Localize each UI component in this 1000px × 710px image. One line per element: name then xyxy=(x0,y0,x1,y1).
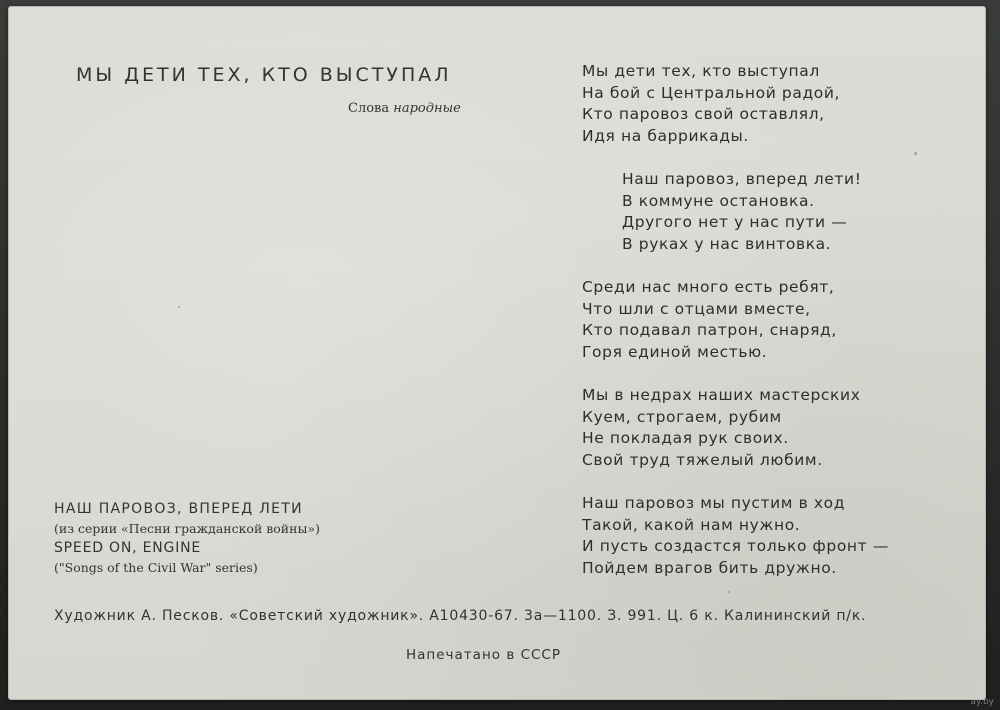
lyric-line: Кто паровоз свой оставлял, xyxy=(582,105,825,123)
lyric-line: В коммуне остановка. xyxy=(622,191,815,210)
lyric-line: Горя единой местью. xyxy=(582,342,768,361)
lyric-line: Идя на баррикады. xyxy=(582,126,749,145)
lyric-line: Не покладая рук своих. xyxy=(582,429,789,447)
lyric-line: Наш паровоз, вперед лети! xyxy=(622,170,862,188)
publisher-imprint: Художник А. Песков. «Советский художник». А10430-67. 3а—1100. З. 991. Ц. 6 к. Калининский п/к. xyxy=(54,608,867,624)
lyric-line: В руках у нас винтовка. xyxy=(622,234,832,253)
lyrics-block xyxy=(582,61,982,601)
lyric-line: Свой труд тяжелый любим. xyxy=(582,450,823,469)
caption-en-series: ("Songs of the Civil War" series) xyxy=(54,560,258,575)
caption-en-title: SPEED ON, ENGINE xyxy=(54,540,202,556)
credit-italic: народные xyxy=(393,101,461,116)
lyric-line: Мы в недрах наших мастерских xyxy=(582,386,861,404)
lyric-line: Среди нас много есть ребят, xyxy=(582,278,835,296)
caption-ru-series: (из серии «Песни гражданской войны») xyxy=(54,521,320,536)
stanza xyxy=(582,493,982,579)
printed-in-ussr: Напечатано в СССР xyxy=(406,647,561,663)
stanza xyxy=(582,277,982,363)
lyric-line: На бой с Центральной радой, xyxy=(582,83,841,102)
stanza xyxy=(582,385,982,471)
lyric-line: Такой, какой нам нужно. xyxy=(582,515,801,534)
song-title: МЫ ДЕТИ ТЕХ, КТО ВЫСТУПАЛ xyxy=(76,64,452,86)
lyric-line: Куем, строгаем, рубим xyxy=(582,407,782,426)
lyric-line: И пусть создастся только фронт — xyxy=(582,537,889,555)
stanza xyxy=(582,61,982,147)
lyric-line: Пойдем врагов бить дружно. xyxy=(582,558,837,577)
lyric-line: Что шли с отцами вместе, xyxy=(582,299,811,318)
lyric-line: Кто подавал патрон, снаряд, xyxy=(582,321,837,339)
lyric-line: Мы дети тех, кто выступал xyxy=(582,62,820,80)
lyric-line: Другого нет у нас пути — xyxy=(622,213,848,231)
picture-caption xyxy=(54,499,320,577)
lyrics-credit xyxy=(348,101,461,116)
paper-speck xyxy=(728,591,730,593)
caption-ru-title: НАШ ПАРОВОЗ, ВПЕРЕД ЛЕТИ xyxy=(54,501,303,517)
stanza xyxy=(582,169,982,255)
paper-speck xyxy=(178,306,180,308)
lyric-line: Наш паровоз мы пустим в ход xyxy=(582,494,846,512)
paper-speck xyxy=(914,152,917,155)
watermark: ay.by xyxy=(970,697,994,707)
credit-prefix: Слова xyxy=(348,101,390,116)
postcard-back xyxy=(8,6,986,700)
